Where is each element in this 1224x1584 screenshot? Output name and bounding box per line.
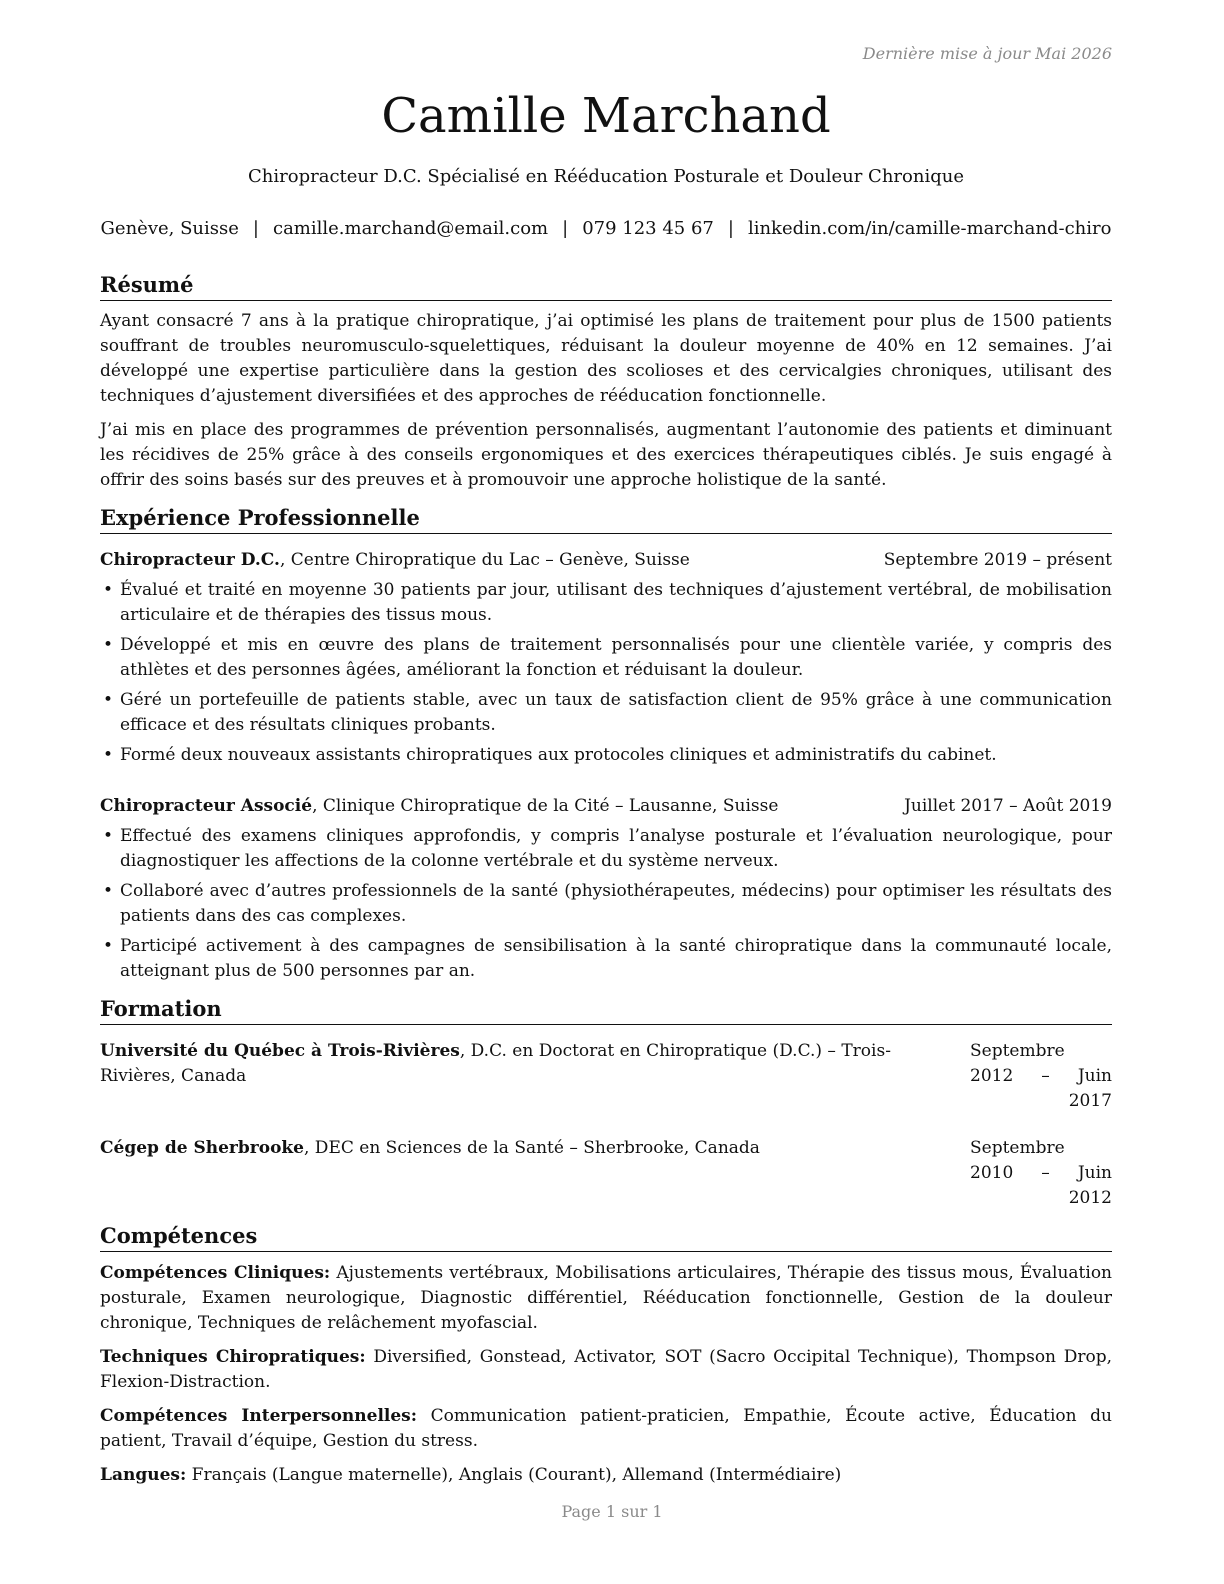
job-date: Juillet 2017 – Août 2019 — [904, 796, 1112, 816]
skill-group — [100, 1463, 1112, 1488]
contact-linkedin[interactable]: linkedin.com/in/camille-marchand-chiro — [747, 218, 1112, 239]
skill-label: Compétences Cliniques: — [100, 1263, 331, 1283]
last-updated: Dernière mise à jour Mai 2026 — [862, 44, 1112, 63]
contact-separator: | — [727, 218, 734, 239]
education-entry — [100, 1039, 1112, 1114]
job-bullet: • Développé et mis en œuvre des plans de traitement personnalisés pour une clientèle variée, y compris des athlètes et des personnes âgées, améliorant la fonction et réduisant la douleur. — [100, 633, 1112, 683]
summary-section — [100, 270, 1112, 493]
education-detail: , DEC en Sciences de la Santé – Sherbrooke, Canada — [304, 1138, 760, 1158]
skill-text: Diversified, Gonstead, Activator, SOT (Sacro Occipital Technique), Thompson Drop, Flexion-Distraction. — [100, 1347, 1112, 1392]
skill-group — [100, 1404, 1112, 1454]
job-place: , Centre Chiropratique du Lac – Genève, Suisse — [279, 550, 690, 570]
contact-separator: | — [252, 218, 259, 239]
candidate-subtitle: Chiropracteur D.C. Spécialisé en Rééducation Posturale et Douleur Chronique — [248, 166, 964, 187]
education-date: Septembre 2012 – Juin 2017 — [970, 1041, 1112, 1111]
education-detail: , D.C. en Doctorat en Chiropratique (D.C.) – Trois-Rivières, Canada — [100, 1041, 891, 1086]
candidate-name: Camille Marchand — [381, 88, 831, 144]
experience-section — [100, 503, 1112, 984]
job-place: , Clinique Chiropratique de la Cité – Lausanne, Suisse — [312, 796, 779, 816]
education-section — [100, 994, 1112, 1211]
contact-separator: | — [562, 218, 569, 239]
section-title-experience: Expérience Professionnelle — [100, 503, 1112, 534]
contact-location: Genève, Suisse — [100, 218, 239, 239]
resume-content — [100, 270, 1112, 1498]
skills-section — [100, 1221, 1112, 1488]
skill-group — [100, 1261, 1112, 1336]
section-title-summary: Résumé — [100, 270, 1112, 301]
job-role: Chiropracteur Associé — [100, 796, 313, 816]
page-number: Page 1 sur 1 — [561, 1502, 663, 1521]
contact-phone[interactable]: 079 123 45 67 — [582, 218, 714, 239]
skill-label: Techniques Chiropratiques: — [100, 1347, 366, 1367]
contact-email[interactable]: camille.marchand@email.com — [272, 218, 549, 239]
skill-text: Français (Langue maternelle), Anglais (Courant), Allemand (Intermédiaire) — [186, 1465, 842, 1485]
education-school: Cégep de Sherbrooke — [100, 1138, 304, 1158]
job-header — [100, 548, 1112, 573]
contact-line — [80, 218, 1132, 239]
skill-text: Communication patient-praticien, Empathie, Écoute active, Éducation du patient, Travail d’équipe, Gestion du stress. — [100, 1406, 1112, 1451]
job-bullet: • Participé activement à des campagnes de sensibilisation à la santé chiropratique dans la communauté locale, atteignant plus de 500 personnes par an. — [100, 934, 1112, 984]
education-entry — [100, 1136, 1112, 1211]
summary-paragraph: Ayant consacré 7 ans à la pratique chiropratique, j’ai optimisé les plans de traitement pour plus de 1500 patients souffrant de troubles neuromusculo-squelettiques, réduisant la douleur moyenne de 40% en 12 semaines. J’ai développé une expertise particulière dans la gestion des scolioses et des cervicalgies chroniques, utilisant des techniques d’ajustement diversifiées et des approches de rééducation fonctionnelle. — [100, 311, 1112, 406]
skill-text: Ajustements vertébraux, Mobilisations articulaires, Thérapie des tissus mous, Évaluation posturale, Examen neurologique, Diagnostic différentiel, Rééducation fonctionnelle, Gestion de la douleur chronique, Techniques de relâchement myofascial. — [100, 1263, 1113, 1333]
summary-paragraph: J’ai mis en place des programmes de prévention personnalisés, augmentant l’autonomie des patients et diminuant les récidives de 25% grâce à des conseils ergonomiques et des exercices thérapeutiques ciblés. Je suis engagé à offrir des soins basés sur des preuves et à promouvoir une approche holistique de la santé. — [100, 420, 1112, 490]
job-bullets — [100, 578, 1112, 768]
job-bullet: • Collaboré avec d’autres professionnels de la santé (physiothérapeutes, médecins) pour optimiser les résultats des patients dans des cas complexes. — [100, 879, 1112, 929]
job-bullet: • Effectué des examens cliniques approfondis, y compris l’analyse posturale et l’évaluation neurologique, pour diagnostiquer les affections de la colonne vertébrale et du système nerveux. — [100, 824, 1112, 874]
section-title-skills: Compétences — [100, 1221, 1112, 1252]
job-bullet: • Géré un portefeuille de patients stable, avec un taux de satisfaction client de 95% grâce à une communication efficace et des résultats cliniques probants. — [100, 688, 1112, 738]
section-title-education: Formation — [100, 994, 1112, 1025]
skill-label: Compétences Interpersonnelles: — [100, 1406, 418, 1426]
job-role: Chiropracteur D.C. — [100, 550, 280, 570]
job-bullet: • Évalué et traité en moyenne 30 patients par jour, utilisant des techniques d’ajustement vertébral, de mobilisation articulaire et de thérapies des tissus mous. — [100, 578, 1112, 628]
job-bullet: • Formé deux nouveaux assistants chiropratiques aux protocoles cliniques et administratifs du cabinet. — [100, 743, 1112, 768]
skill-label: Langues: — [100, 1465, 187, 1485]
job-header — [100, 794, 1112, 819]
job-bullets — [100, 824, 1112, 984]
education-date: Septembre 2010 – Juin 2012 — [970, 1138, 1112, 1208]
resume-page — [100, 0, 1112, 1584]
job-date: Septembre 2019 – présent — [883, 550, 1112, 570]
skill-group — [100, 1345, 1112, 1395]
education-school: Université du Québec à Trois-Rivières — [100, 1041, 460, 1061]
